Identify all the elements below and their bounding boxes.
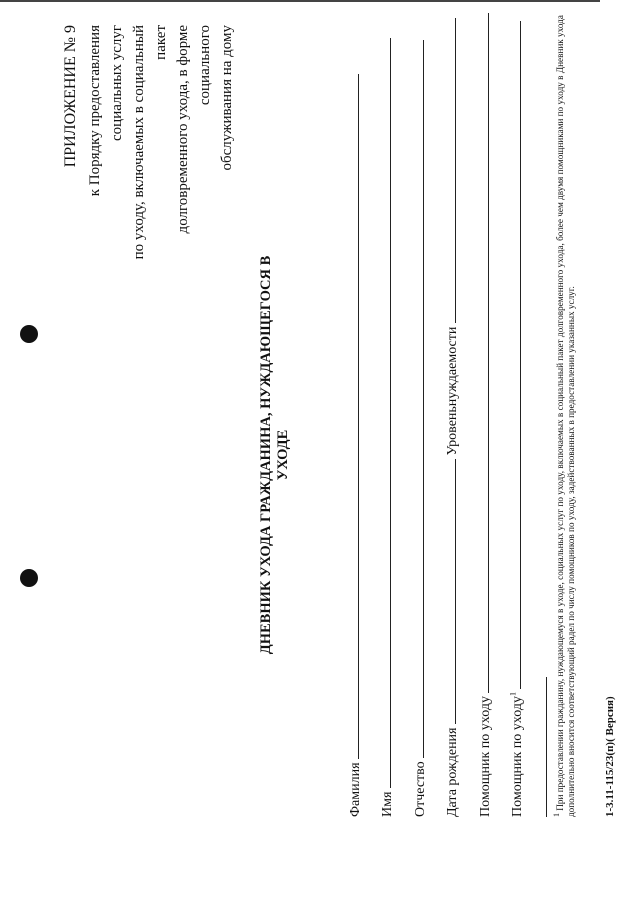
scan-edge-line (0, 0, 600, 2)
appendix-header (60, 25, 238, 275)
patronymic-label: Отчество (413, 761, 428, 817)
assistant-2-footnote-ref: 1 (508, 692, 518, 697)
need-level-line[interactable] (443, 18, 456, 323)
surname-label: Фамилия (348, 762, 363, 817)
name-field (378, 38, 396, 817)
patronymic-field (411, 40, 429, 817)
footnote-rule (546, 677, 547, 817)
assistant-1-label: Помощник по уходу (478, 696, 493, 817)
appendix-line-2: по уходу, включаемых в социальный пакет (131, 25, 169, 260)
name-line[interactable] (378, 38, 391, 788)
assistant-1-field (476, 13, 494, 817)
appendix-label: ПРИЛОЖЕНИЕ № 9 (62, 25, 79, 168)
birth-date-label: Дата рождения (445, 727, 460, 817)
document-code: 1-3.11-115/23(п)( Версия) (604, 696, 616, 817)
appendix-line-1: к Порядку предоставления социальных услуг (87, 25, 125, 197)
name-label: Имя (380, 791, 395, 817)
assistant-1-line[interactable] (476, 13, 489, 693)
footnote-text: При предоставлении гражданину, нуждающемуся в уходе, социальных услуг по уходу, включаемых в социальный пакет долговременного ухода, более чем двумя помощниками по уходу в Дневник ухода дополнительно вносится соответствующий радел по числу помощников по уходу, задействованных в предоставлении указанных услуг. (555, 15, 577, 817)
footnote-marker: 1 (552, 813, 561, 817)
surname-line[interactable] (346, 74, 359, 759)
punch-hole-left (20, 569, 38, 587)
birth-date-field (443, 18, 461, 817)
appendix-line-4: обслуживания на дому (219, 25, 235, 171)
assistant-2-line[interactable] (508, 21, 521, 689)
footnote (551, 0, 577, 817)
appendix-line-3: долговременного ухода, в форме социального (175, 25, 213, 234)
document-title: ДНЕВНИК УХОДА ГРАЖДАНИНА, НУЖДАЮЩЕГОСЯ В УХОДЕ (258, 255, 291, 655)
assistant-2-label: Помощник по уходу (510, 696, 525, 817)
assistant-2-field (508, 21, 526, 817)
punch-hole-right (20, 325, 38, 343)
surname-field (346, 74, 364, 817)
patronymic-line[interactable] (411, 40, 424, 758)
birth-date-line[interactable] (443, 459, 456, 724)
need-level-label: Уровеньнуждаемости (445, 326, 460, 456)
